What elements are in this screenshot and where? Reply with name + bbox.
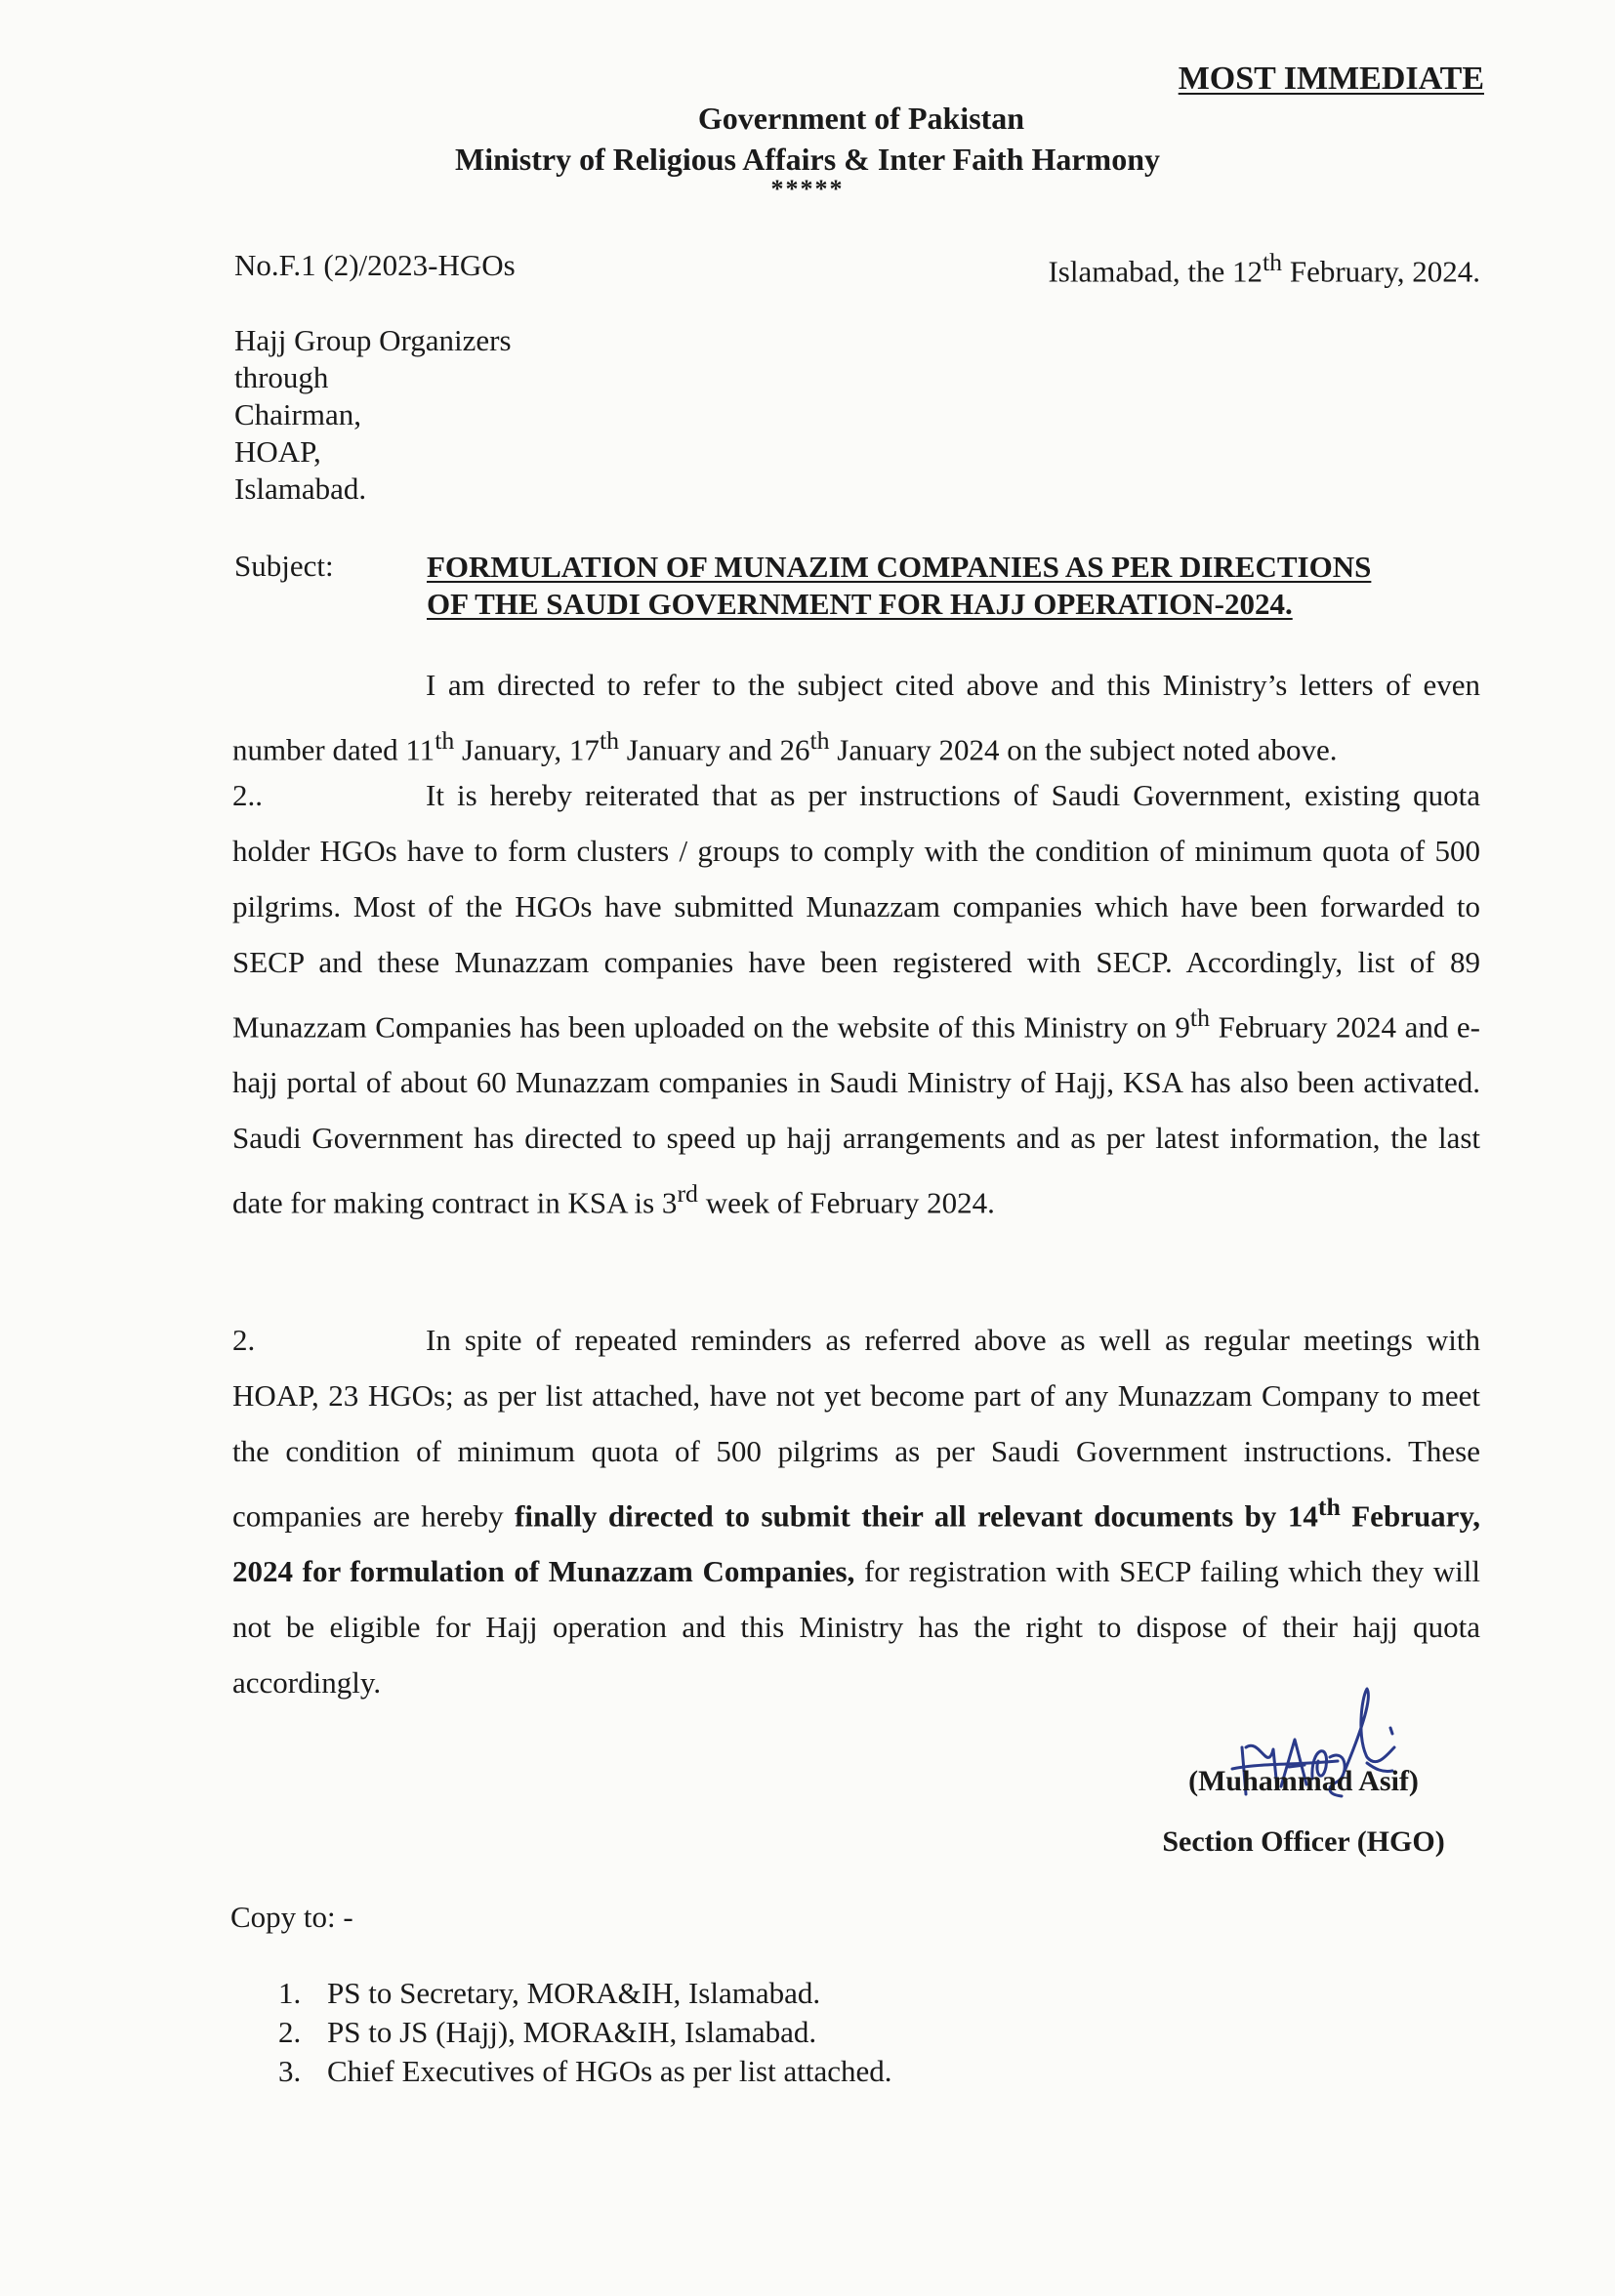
list-item: 3. Chief Executives of HGOs as per list attached. <box>278 2054 892 2088</box>
copy-to-list <box>278 1974 892 2091</box>
letterhead-ministry: Ministry of Religious Affairs & Inter Faith Harmony <box>454 142 1160 177</box>
addressee-line: Islamabad. <box>234 472 367 506</box>
letterhead-separator: ***** <box>770 175 845 203</box>
paragraph-2: 2.. It is hereby reiterated that as per instructions of Saudi Government, existing quota holder HGOs have to form clusters / groups to comply with the condition of minimum quota of 500 pilgrims. Most of the HGOs have submitted Munazzam companies which have been forwarded to SECP and these Munazzam companies have been registered with SECP. Accordingly, list of 89 Munazzam Companies has been uploaded on the website of this Ministry on 9th February 2024 and e-hajj portal of about 60 Munazzam companies in Saudi Ministry of Hajj, KSA has also been activated. Saudi Government has directed to speed up hajj arrangements and as per latest information, the last date for making contract in KSA is 3rd week of February 2024. <box>232 767 1480 1231</box>
paragraph-number: 2.. <box>232 778 263 812</box>
addressee-line: through <box>234 360 329 394</box>
date-sup: th <box>1263 248 1283 276</box>
paragraph-1: I am directed to refer to the subject cited above and this Ministry’s letters of even number dated 11th January, 17th January and 26th January 2024 on the subject noted above. <box>232 668 1480 767</box>
letterhead <box>0 98 1615 203</box>
reference-number: No.F.1 (2)/2023-HGOs <box>234 248 516 282</box>
addressee-block <box>234 322 512 508</box>
paragraph-3: 2. In spite of repeated reminders as referred above as well as regular meetings with HOAP, 23 HGOs; as per list attached, have not yet become part of any Munazzam Company to meet the condition of minimum quota of 500 pilgrims as per Saudi Government instructions. These companies are hereby finally directed to submit their all relevant documents by 14th February, 2024 for formulation of Munazzam Companies, for registration with SECP failing which they will not be eligible for Hajj operation and this Ministry has the right to dispose of their hajj quota accordingly. <box>232 1312 1480 1710</box>
letter-date <box>1048 248 1480 289</box>
addressee-line: HOAP, <box>234 434 321 469</box>
list-item: 1. PS to Secretary, MORA&IH, Islamabad. <box>278 1976 821 2010</box>
subject-label: Subject: <box>234 549 334 583</box>
paragraph-number: 2. <box>232 1323 256 1357</box>
date-suffix: February, 2024. <box>1282 254 1480 289</box>
addressee-line: Chairman, <box>234 397 361 431</box>
signatory-name: (Muhammad Asif) <box>1188 1765 1419 1797</box>
subject-text <box>427 549 1483 623</box>
subject-line-2: OF THE SAUDI GOVERNMENT FOR HAJJ OPERATION-2024. <box>427 587 1293 621</box>
priority-mark: MOST IMMEDIATE <box>1178 61 1484 97</box>
signatory-title: Section Officer (HGO) <box>1162 1825 1445 1858</box>
subject-line-1: FORMULATION OF MUNAZIM COMPANIES AS PER DIRECTIONS <box>427 550 1372 584</box>
date-prefix: Islamabad, the 12 <box>1048 254 1263 289</box>
addressee-line: Hajj Group Organizers <box>234 323 512 357</box>
letterhead-government: Government of Pakistan <box>697 101 1025 136</box>
copy-to-label: Copy to: - <box>230 1900 353 1934</box>
list-item: 2. PS to JS (Hajj), MORA&IH, Islamabad. <box>278 2015 817 2049</box>
